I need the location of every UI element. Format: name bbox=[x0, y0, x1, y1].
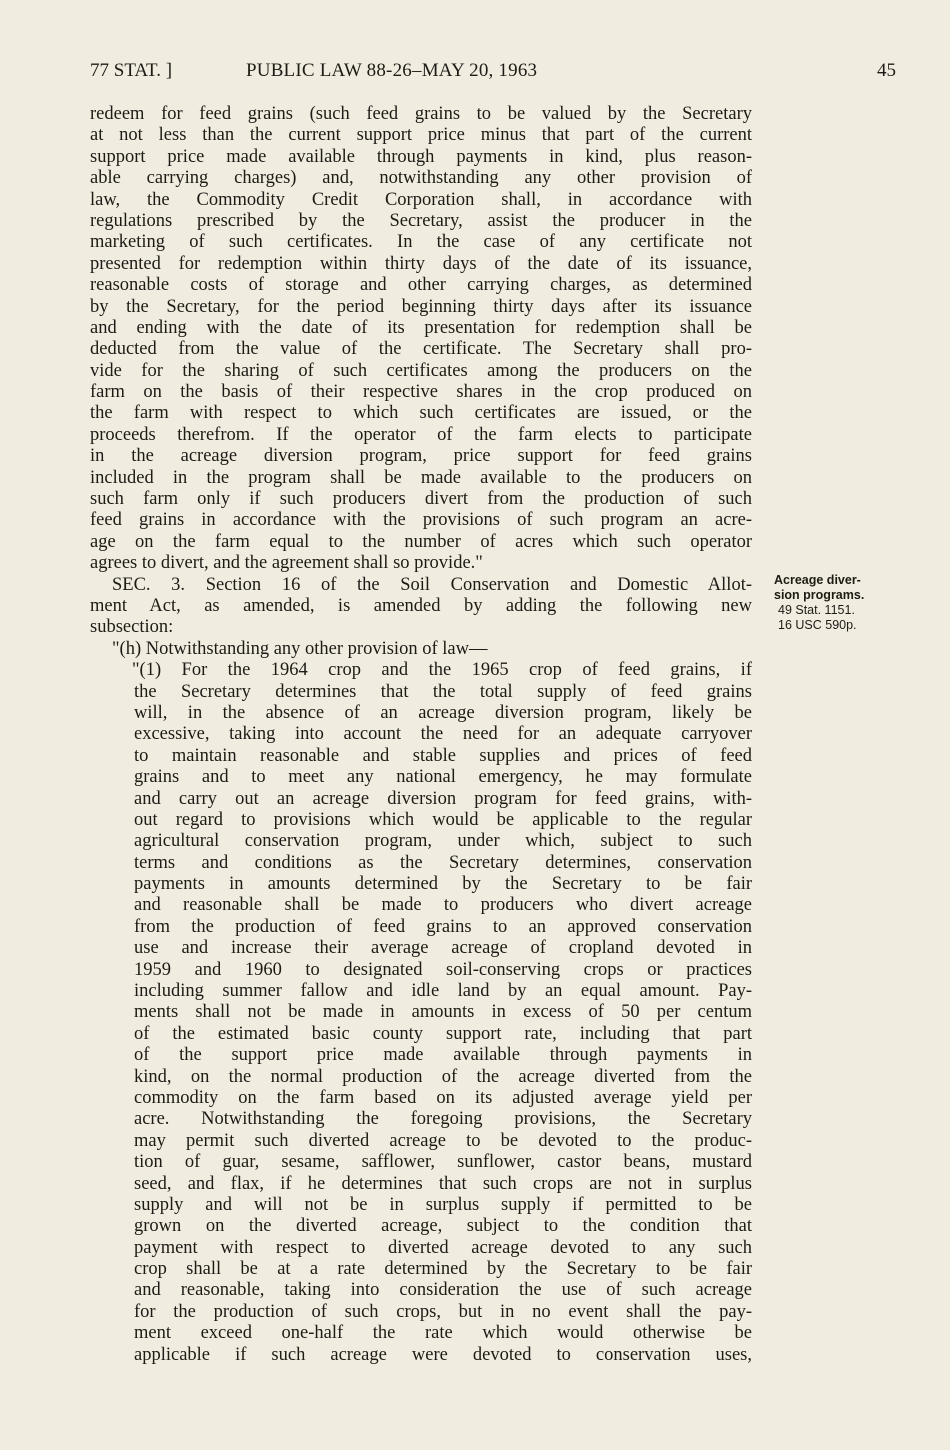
paragraph-line: out regard to provisions which would be applicable to the regular bbox=[134, 809, 752, 830]
text-line: redeem for feed grains (such feed grains to be valued by the Secretary bbox=[90, 104, 752, 124]
text-line: at not less than the current support price minus that part of the current bbox=[90, 125, 752, 146]
paragraph-line: from the production of feed grains to an approved conservation bbox=[134, 916, 752, 937]
text-line: and ending with the date of its presentation for redemption shall be bbox=[90, 317, 752, 338]
body-text bbox=[90, 104, 752, 1366]
text-line: support price made available through payments in kind, plus reason- bbox=[90, 146, 752, 167]
text-line: deducted from the value of the certificate. The Secretary shall pro- bbox=[90, 339, 752, 360]
paragraph-line: payment with respect to diverted acreage devoted to any such bbox=[134, 1237, 752, 1258]
paragraph-line: of the estimated basic county support rate, including that part bbox=[134, 1023, 752, 1044]
text-line: reasonable costs of storage and other carrying charges, as determined bbox=[90, 275, 752, 296]
paragraph-line: agricultural conservation program, under which, subject to such bbox=[134, 831, 752, 852]
statute-reference: 77 STAT. ] bbox=[90, 60, 173, 81]
text-line: regulations prescribed by the Secretary, assist the producer in the bbox=[90, 210, 752, 231]
text-line: proceeds therefrom. If the operator of the farm elects to participate bbox=[90, 424, 752, 445]
paragraph-line: to maintain reasonable and stable supplies and prices of feed bbox=[134, 745, 752, 766]
text-line: such farm only if such producers divert from the production of such bbox=[90, 489, 752, 510]
paragraph-line: ments shall not be made in amounts in excess of 50 per centum bbox=[134, 1002, 752, 1023]
paragraph-line: use and increase their average acreage of cropland devoted in bbox=[134, 938, 752, 959]
paragraph-line: acre. Notwithstanding the foregoing provisions, the Secretary bbox=[134, 1109, 752, 1130]
paragraph-line: will, in the absence of an acreage diversion program, likely be bbox=[134, 702, 752, 723]
text-line: presented for redemption within thirty days of the date of its issuance, bbox=[90, 253, 752, 274]
paragraph-line: kind, on the normal production of the acreage diverted from the bbox=[134, 1066, 752, 1087]
paragraph-line: grown on the diverted acreage, subject to the condition that bbox=[134, 1216, 752, 1237]
margin-note-title: sion programs. bbox=[774, 588, 865, 602]
paragraph-line: may permit such diverted acreage to be devoted to the produc- bbox=[134, 1130, 752, 1151]
paragraph-line: payments in amounts determined by the Secretary to be fair bbox=[134, 874, 752, 895]
paragraph-line: terms and conditions as the Secretary determines, conservation bbox=[134, 852, 752, 873]
paragraph-line: "(1) For the 1964 crop and the 1965 crop of feed grains, if bbox=[132, 660, 752, 681]
running-title: PUBLIC LAW 88-26–MAY 20, 1963 bbox=[246, 60, 538, 81]
paragraph-line: ment exceed one-half the rate which would otherwise be bbox=[134, 1323, 752, 1344]
paragraph-line: grains and to meet any national emergency, he may formulate bbox=[134, 767, 752, 788]
paragraph-line: tion of guar, sesame, safflower, sunflower, castor beans, mustard bbox=[134, 1152, 752, 1173]
text-line: by the Secretary, for the period beginning thirty days after its issuance bbox=[90, 296, 752, 317]
subsection-line: "(h) Notwithstanding any other provision of law— bbox=[112, 638, 488, 659]
text-line: included in the program shall be made available to the producers on bbox=[90, 467, 752, 488]
paragraph-line: and reasonable, taking into consideration the use of such acreage bbox=[134, 1280, 752, 1301]
section-heading-line: SEC. 3. Section 16 of the Soil Conservation and Domestic Allot- bbox=[112, 574, 752, 595]
paragraph-line: supply and will not be in surplus supply if permitted to be bbox=[134, 1194, 752, 1215]
text-line: in the acreage diversion program, price support for feed grains bbox=[90, 446, 752, 467]
paragraph-line: 1959 and 1960 to designated soil-conserving crops or practices bbox=[134, 959, 752, 980]
text-line: vide for the sharing of such certificates among the producers on the bbox=[90, 360, 752, 381]
paragraph-line: seed, and flax, if he determines that such crops are not in surplus bbox=[134, 1173, 752, 1194]
text-line: ment Act, as amended, is amended by adding the following new bbox=[90, 595, 752, 616]
paragraph-line: the Secretary determines that the total supply of feed grains bbox=[134, 681, 752, 702]
page-number: 45 bbox=[877, 60, 896, 81]
text-line: the farm with respect to which such certificates are issued, or the bbox=[90, 403, 752, 424]
text-line: marketing of such certificates. In the case of any certificate not bbox=[90, 232, 752, 253]
text-line: farm on the basis of their respective shares in the crop produced on bbox=[90, 382, 752, 403]
text-line: feed grains in accordance with the provisions of such program an acre- bbox=[90, 510, 752, 531]
margin-note-title: Acreage diver- bbox=[774, 573, 861, 587]
paragraph-line: and carry out an acreage diversion program for feed grains, with- bbox=[134, 788, 752, 809]
text-line: law, the Commodity Credit Corporation shall, in accordance with bbox=[90, 189, 752, 210]
paragraph-line: for the production of such crops, but in no event shall the pay- bbox=[134, 1301, 752, 1322]
paragraph-line: including summer fallow and idle land by an equal amount. Pay- bbox=[134, 981, 752, 1002]
page-header bbox=[90, 60, 896, 86]
paragraph-line: excessive, taking into account the need for an adequate carryover bbox=[134, 724, 752, 745]
text-line: able carrying charges) and, notwithstanding any other provision of bbox=[90, 168, 752, 189]
paragraph-line: commodity on the farm based on its adjusted average yield per bbox=[134, 1087, 752, 1108]
text-line: age on the farm equal to the number of acres which such operator bbox=[90, 531, 752, 552]
margin-note-citation: 16 USC 590p. bbox=[778, 618, 857, 632]
text-line: agrees to divert, and the agreement shall so provide." bbox=[90, 553, 483, 574]
paragraph-line: applicable if such acreage were devoted to conservation uses, bbox=[134, 1344, 752, 1365]
margin-note-citation: 49 Stat. 1151. bbox=[778, 603, 855, 617]
text-line: subsection: bbox=[90, 617, 174, 638]
margin-note bbox=[774, 573, 904, 633]
paragraph-line: crop shall be at a rate determined by the Secretary to be fair bbox=[134, 1259, 752, 1280]
paragraph-line: and reasonable shall be made to producers who divert acreage bbox=[134, 895, 752, 916]
paragraph-line: of the support price made available through payments in bbox=[134, 1045, 752, 1066]
